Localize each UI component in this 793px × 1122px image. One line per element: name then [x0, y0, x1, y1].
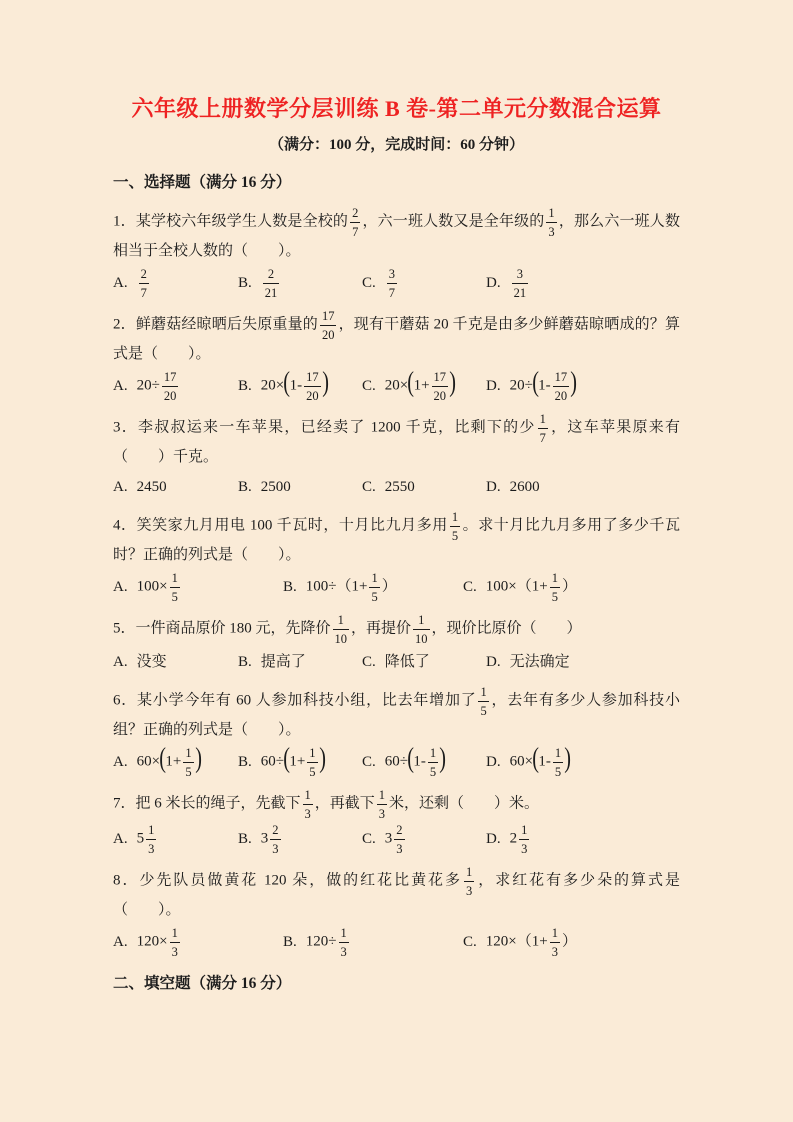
option-D — [486, 649, 680, 675]
fraction-numerator: 1 — [304, 788, 311, 802]
fraction — [339, 927, 349, 958]
option-label: C. — [362, 654, 376, 670]
text-run: 3 — [260, 830, 269, 847]
fraction-numerator: 1 — [337, 613, 344, 627]
fraction-numerator: 1 — [548, 206, 555, 220]
question-list — [113, 207, 680, 958]
fraction-numerator: 3 — [516, 267, 523, 281]
text-run: ，六一班人数又是全年级的 — [362, 213, 545, 230]
option-A — [113, 371, 238, 402]
fraction-denominator: 3 — [394, 839, 404, 855]
fraction-numerator: 17 — [321, 309, 335, 323]
text-run: 20÷ — [509, 377, 533, 394]
option-label: D. — [486, 479, 501, 495]
option-C — [463, 927, 680, 958]
text-run: 1- — [413, 753, 426, 770]
text-run: 提高了 — [260, 654, 306, 670]
fraction-denominator: 21 — [263, 283, 280, 299]
fraction — [183, 747, 193, 778]
option-C — [362, 649, 486, 675]
text-run: ，现有干蘑菇 20 千克是由多少鲜蘑菇晾晒成的？算式是（ ）。 — [113, 316, 680, 362]
fraction — [553, 747, 563, 778]
text-run: 米，还剩（ ）米。 — [389, 795, 540, 812]
fraction-denominator: 3 — [546, 222, 556, 238]
fraction — [170, 572, 180, 603]
fraction — [413, 614, 430, 645]
text-run: 7．把 6 米长的绳子，先截下 — [113, 795, 301, 812]
section-heading-choice: 一、选择题（满分 16 分） — [113, 174, 292, 191]
fraction-numerator: 17 — [554, 370, 568, 384]
option-row — [113, 649, 680, 675]
option-B — [238, 649, 362, 675]
option-label: B. — [238, 274, 252, 291]
option-label: A. — [113, 830, 128, 847]
option-label: C. — [362, 830, 376, 847]
fraction-denominator: 5 — [478, 701, 488, 717]
page-subtitle: （满分：100 分，完成时间：60 分钟） — [268, 137, 524, 153]
text-run: 1．某学校六年级学生人数是全校的 — [113, 213, 349, 230]
fraction-denominator: 3 — [377, 804, 387, 820]
question-stem — [113, 686, 680, 743]
text-run: 1+ — [413, 377, 430, 394]
fraction-numerator: 2 — [267, 267, 275, 281]
option-D — [486, 474, 680, 500]
text-run: ，再截下 — [314, 795, 375, 812]
option-row — [113, 824, 680, 855]
question-stem — [113, 614, 680, 645]
text-run: 100÷（1+ — [305, 578, 368, 595]
fraction — [307, 747, 317, 778]
option-A — [113, 572, 283, 603]
fraction — [170, 927, 180, 958]
option-B — [283, 927, 463, 958]
option-row — [113, 268, 680, 299]
option-label: A. — [113, 578, 128, 595]
text-run: ，去年有多少人参加科技小组？正确的列式是（ ）。 — [113, 692, 680, 738]
option-label: D. — [486, 274, 501, 291]
fraction — [387, 268, 397, 299]
question-stem — [113, 310, 680, 367]
fraction-numerator: 17 — [163, 370, 177, 384]
fraction-numerator: 1 — [185, 746, 192, 760]
text-run: 60× — [509, 753, 534, 770]
text-run: 60÷ — [384, 753, 408, 770]
text-run: 2500 — [260, 479, 291, 495]
fraction-numerator: 17 — [306, 370, 319, 384]
text-run: 1+ — [289, 753, 306, 770]
option-label: D. — [486, 830, 501, 847]
fraction-denominator: 3 — [146, 839, 156, 855]
fraction — [428, 747, 438, 778]
fraction-denominator: 21 — [512, 283, 529, 299]
option-B — [238, 474, 362, 500]
fraction-denominator: 5 — [369, 587, 379, 603]
question-stem — [113, 511, 680, 568]
question-3 — [113, 413, 680, 500]
fraction-denominator: 7 — [538, 428, 548, 444]
option-label: C. — [463, 578, 477, 595]
fraction-denominator: 10 — [333, 629, 350, 645]
fraction — [512, 268, 529, 299]
fraction-numerator: 1 — [418, 613, 425, 627]
option-label: C. — [362, 479, 376, 495]
text-run: 1- — [538, 753, 551, 770]
fraction-numerator: 1 — [378, 788, 386, 802]
option-C — [463, 572, 680, 603]
fraction — [478, 686, 488, 717]
fraction-numerator: 1 — [551, 571, 558, 585]
option-label: A. — [113, 933, 128, 950]
question-stem — [113, 866, 680, 923]
option-C — [362, 474, 486, 500]
fraction — [146, 824, 156, 855]
fraction-numerator: 2 — [272, 823, 279, 837]
text-run: ，那么六一班人数相当于全校人数的（ ）。 — [113, 213, 680, 259]
option-row — [113, 927, 680, 958]
fraction — [553, 371, 570, 402]
option-label: A. — [113, 274, 128, 291]
question-stem — [113, 207, 680, 264]
option-A — [113, 268, 238, 299]
fraction-denominator: 3 — [519, 839, 529, 855]
text-run: 60÷ — [260, 753, 284, 770]
fraction-denominator: 5 — [307, 762, 317, 778]
option-A — [113, 474, 238, 500]
text-run: 2600 — [509, 479, 540, 495]
section-heading-fill: 二、填空题（满分 16 分） — [113, 975, 292, 992]
text-run: ） — [561, 578, 577, 595]
fraction-numerator: 1 — [340, 926, 347, 940]
option-label: D. — [486, 753, 501, 770]
fraction — [546, 207, 556, 238]
fraction — [333, 614, 350, 645]
question-stem — [113, 413, 680, 470]
fraction-numerator: 2 — [140, 267, 147, 281]
fraction — [303, 789, 313, 820]
fraction — [394, 824, 404, 855]
text-run: 60× — [136, 753, 161, 770]
fraction-denominator: 7 — [387, 283, 397, 299]
option-A — [113, 927, 283, 958]
option-B: B. 20×(1- $\frac{17}{20}$ ) — [238, 366, 329, 403]
text-run: 120× — [136, 933, 168, 950]
fraction — [320, 310, 337, 341]
option-A: A. 60×(1+ $\frac{1}{5}$ ) — [113, 742, 202, 779]
option-label: B. — [238, 830, 252, 847]
fraction-denominator: 20 — [304, 386, 321, 402]
fraction — [369, 572, 379, 603]
text-run: 1- — [538, 377, 551, 394]
fraction — [538, 413, 548, 444]
text-run: 1+ — [165, 753, 182, 770]
text-run: 6．某小学今年有 60 人参加科技小组，比去年增加了 — [113, 692, 477, 709]
fraction — [139, 268, 149, 299]
fraction — [464, 866, 474, 897]
text-run: 1- — [289, 377, 303, 394]
fraction — [550, 572, 560, 603]
fraction-numerator: 1 — [309, 746, 316, 760]
fraction-numerator: 2 — [396, 823, 403, 837]
text-run: 100× — [136, 578, 168, 595]
fraction-numerator: 1 — [171, 926, 178, 940]
fraction — [350, 207, 360, 238]
option-label: A. — [113, 753, 128, 770]
text-run: ） — [561, 933, 577, 950]
fraction-numerator: 1 — [371, 571, 378, 585]
fraction — [450, 511, 460, 542]
fraction-numerator: 3 — [388, 267, 396, 281]
text-run: ，求红花有多少朵的算式是（ ）。 — [113, 872, 680, 918]
option-label: A. — [113, 654, 128, 670]
option-label: B. — [238, 753, 252, 770]
option-label: A. — [113, 377, 128, 394]
fraction-numerator: 1 — [539, 412, 546, 426]
question-5 — [113, 614, 680, 675]
fraction-numerator: 17 — [433, 370, 447, 384]
option-label: B. — [238, 654, 252, 670]
fraction-denominator: 7 — [350, 222, 360, 238]
text-run: 120÷ — [305, 933, 337, 950]
option-C — [362, 268, 486, 299]
fraction — [270, 824, 280, 855]
page-title: 六年级上册数学分层训练 B 卷-第二单元分数混合运算 — [131, 96, 662, 121]
fraction-denominator: 5 — [428, 762, 438, 778]
text-run: 无法确定 — [509, 654, 570, 670]
question-8 — [113, 866, 680, 958]
option-label: C. — [362, 274, 376, 291]
option-A — [113, 649, 238, 675]
fraction-denominator: 3 — [339, 942, 349, 958]
text-run: 2550 — [384, 479, 415, 495]
option-D: D. 60×(1- $\frac{1}{5}$ ) — [486, 742, 572, 779]
text-run: 4．笑笑家九月用电 100 千瓦时，十月比九月多用 — [113, 517, 448, 534]
option-label: C. — [362, 377, 376, 394]
fraction-denominator: 20 — [553, 386, 570, 402]
fraction-numerator: 1 — [551, 926, 558, 940]
option-D: D. 20÷(1- $\frac{17}{20}$ ) — [486, 366, 578, 403]
text-run: 降低了 — [384, 654, 430, 670]
fraction-denominator: 3 — [170, 942, 180, 958]
option-C: C. 60÷(1- $\frac{1}{5}$ ) — [362, 742, 447, 779]
option-B — [283, 572, 463, 603]
fraction-denominator: 5 — [550, 587, 560, 603]
text-run: ，现价比原价（ ） — [431, 620, 582, 637]
text-run: 5．一件商品原价 180 元，先降价 — [113, 620, 331, 637]
fraction-denominator: 5 — [553, 762, 563, 778]
fraction-numerator: 1 — [466, 865, 473, 879]
fraction — [162, 371, 179, 402]
text-run: 120×（1+ — [485, 933, 548, 950]
fraction-denominator: 3 — [464, 881, 474, 897]
fraction-denominator: 7 — [139, 283, 149, 299]
fraction-numerator: 2 — [352, 206, 359, 220]
text-run: 20÷ — [136, 377, 160, 394]
option-B — [238, 268, 362, 299]
option-D — [486, 824, 680, 855]
text-run: ） — [381, 578, 397, 595]
option-label: A. — [113, 479, 128, 495]
text-run: 3．李叔叔运来一车苹果，已经卖了 1200 千克，比剩下的少 — [113, 419, 536, 436]
fraction — [377, 789, 387, 820]
option-label: C. — [362, 753, 376, 770]
text-run: 20× — [384, 377, 409, 394]
fraction-denominator: 3 — [550, 942, 560, 958]
fraction — [263, 268, 280, 299]
option-label: C. — [463, 933, 477, 950]
option-C: C. 20×(1+ $\frac{17}{20}$ ) — [362, 366, 457, 403]
fraction — [304, 371, 321, 402]
text-run: 。求十月比九月多用了多少千瓦时？正确的列式是（ ）。 — [113, 517, 680, 563]
fraction-numerator: 1 — [429, 746, 437, 760]
fraction-denominator: 5 — [170, 587, 180, 603]
option-label: B. — [283, 933, 297, 950]
fraction-numerator: 1 — [554, 746, 562, 760]
question-2 — [113, 310, 680, 402]
fraction — [432, 371, 449, 402]
option-C — [362, 824, 486, 855]
text-run: 8．少先队员做黄花 120 朵，做的红花比黄花多 — [113, 872, 463, 889]
fraction-denominator: 20 — [162, 386, 179, 402]
fraction-numerator: 1 — [451, 510, 459, 524]
fraction-denominator: 3 — [303, 804, 313, 820]
fraction-denominator: 10 — [413, 629, 430, 645]
option-label: B. — [283, 578, 297, 595]
option-B — [238, 824, 362, 855]
option-D — [486, 268, 680, 299]
text-run: 2．鲜蘑菇经晾晒后失原重量的 — [113, 316, 318, 333]
question-4 — [113, 511, 680, 603]
option-row — [113, 572, 680, 603]
option-row — [113, 474, 680, 500]
option-A — [113, 824, 238, 855]
text-run: 20× — [260, 377, 285, 394]
option-row — [113, 366, 680, 403]
option-label: D. — [486, 654, 501, 670]
option-B: B. 60÷(1+ $\frac{1}{5}$ ) — [238, 742, 326, 779]
fraction-denominator: 5 — [450, 526, 460, 542]
text-run: 没变 — [136, 654, 167, 670]
fraction — [550, 927, 560, 958]
fraction-numerator: 1 — [171, 571, 178, 585]
fraction-denominator: 5 — [183, 762, 193, 778]
text-run: ，再提价 — [351, 620, 412, 637]
text-run: ，这车苹果原来有（ ）千克。 — [113, 419, 680, 465]
question-6 — [113, 686, 680, 778]
fraction-numerator: 1 — [480, 685, 487, 699]
fraction-numerator: 1 — [521, 823, 528, 837]
option-row — [113, 742, 680, 779]
option-label: D. — [486, 377, 501, 394]
question-stem — [113, 789, 680, 820]
fraction-denominator: 3 — [270, 839, 280, 855]
question-1 — [113, 207, 680, 299]
fraction — [519, 824, 529, 855]
option-label: B. — [238, 479, 252, 495]
fraction-denominator: 20 — [432, 386, 449, 402]
text-run: 5 — [136, 830, 145, 847]
question-7 — [113, 789, 680, 855]
fraction-denominator: 20 — [320, 325, 337, 341]
option-label: B. — [238, 377, 252, 394]
text-run: 2 — [509, 830, 518, 847]
text-run: 100×（1+ — [485, 578, 548, 595]
text-run: 3 — [384, 830, 393, 847]
text-run: 2450 — [136, 479, 167, 495]
fraction-numerator: 1 — [148, 823, 155, 837]
